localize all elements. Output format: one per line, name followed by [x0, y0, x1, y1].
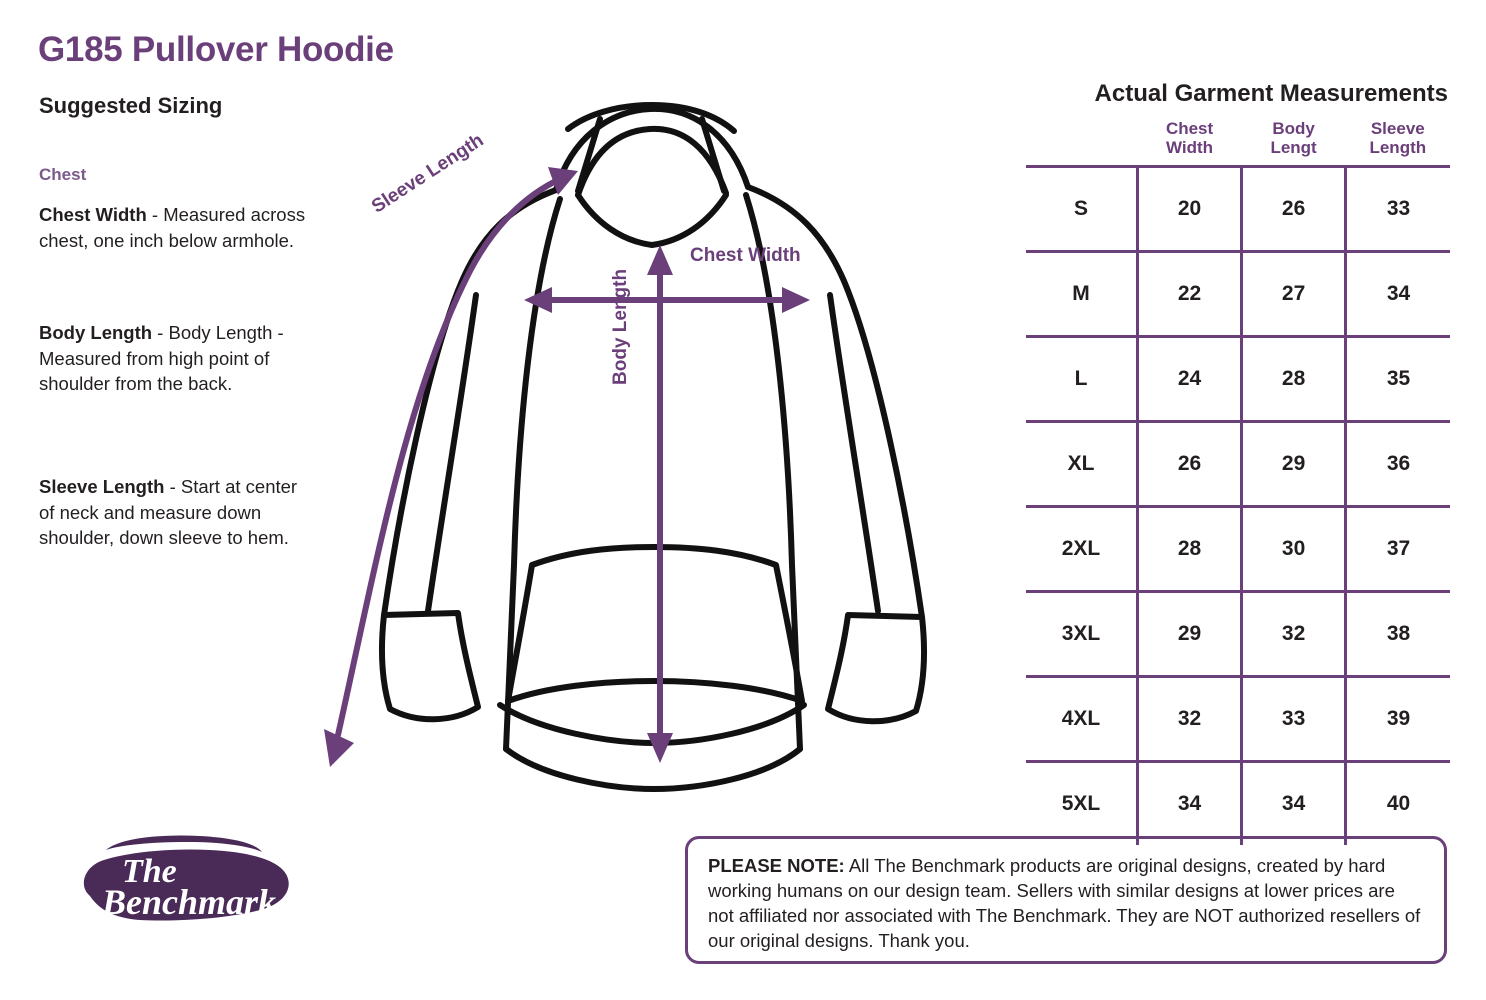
cell-size: 3XL: [1026, 592, 1138, 677]
definition-text: - Body Length - Measured from high point of shoulder from the back.: [39, 322, 284, 395]
cell-body-length: 30: [1242, 507, 1346, 592]
cell-size: M: [1026, 252, 1138, 337]
column-header-body-length: [1242, 118, 1346, 167]
cell-chest-width: 34: [1138, 762, 1242, 846]
logo-line1: The: [122, 853, 177, 890]
cell-size: L: [1026, 337, 1138, 422]
label-body-length: Body Length: [610, 268, 631, 385]
table-row: [1026, 337, 1450, 422]
cell-sleeve-length: 34: [1346, 252, 1450, 337]
table-header-row: [1026, 118, 1450, 167]
cell-chest-width: 26: [1138, 422, 1242, 507]
cell-body-length: 34: [1242, 762, 1346, 846]
cell-chest-width: 29: [1138, 592, 1242, 677]
table-row: [1026, 592, 1450, 677]
column-header-sleeve-length: [1346, 118, 1450, 167]
column-header-chest-width: [1138, 118, 1242, 167]
please-note-box: [685, 836, 1447, 964]
column-header-line1: Body: [1272, 119, 1315, 138]
cell-size: 4XL: [1026, 677, 1138, 762]
cell-body-length: 27: [1242, 252, 1346, 337]
definition-text: - Measured across chest, one inch below armhole.: [39, 204, 306, 251]
cell-body-length: 26: [1242, 167, 1346, 252]
column-header-line1: Sleeve: [1370, 119, 1425, 138]
definition-term: Chest Width: [39, 204, 147, 225]
please-note-label: PLEASE NOTE:: [708, 855, 845, 876]
definition-term: Sleeve Length: [39, 476, 165, 497]
cell-size: XL: [1026, 422, 1138, 507]
column-header-line2: Length: [1369, 138, 1427, 158]
cell-sleeve-length: 37: [1346, 507, 1450, 592]
table-row: [1026, 167, 1450, 252]
cell-body-length: 28: [1242, 337, 1346, 422]
definition-term: Body Length: [39, 322, 153, 343]
page-title: G185 Pullover Hoodie: [38, 30, 394, 69]
definition-text: - Start at center of neck and measure down shoulder, down sleeve to hem.: [39, 476, 298, 549]
cell-size: 5XL: [1026, 762, 1138, 846]
suggested-sizing-heading: Suggested Sizing: [39, 93, 223, 118]
table-row: [1026, 677, 1450, 762]
cell-sleeve-length: 35: [1346, 337, 1450, 422]
hoodie-illustration: [310, 95, 1000, 815]
cell-sleeve-length: 39: [1346, 677, 1450, 762]
table-row: [1026, 252, 1450, 337]
chest-section-label: Chest: [39, 165, 87, 184]
column-header-line2: Lengt: [1270, 138, 1317, 158]
definition-body-length: [39, 320, 307, 397]
definition-chest-width: [39, 202, 307, 253]
cell-body-length: 32: [1242, 592, 1346, 677]
label-chest-width: Chest Width: [690, 245, 801, 266]
column-header-line1: Chest: [1165, 119, 1214, 138]
table-corner-cell: [1026, 118, 1138, 167]
table-row: [1026, 762, 1450, 846]
cell-sleeve-length: 38: [1346, 592, 1450, 677]
cell-sleeve-length: 33: [1346, 167, 1450, 252]
cell-size: S: [1026, 167, 1138, 252]
logo-line2: Benchmark: [102, 882, 277, 922]
cell-body-length: 33: [1242, 677, 1346, 762]
table-row: [1026, 507, 1450, 592]
label-sleeve-length: Sleeve Length: [368, 129, 488, 218]
measurements-title: Actual Garment Measurements: [1094, 80, 1448, 107]
measurements-table: [1026, 118, 1450, 845]
cell-chest-width: 28: [1138, 507, 1242, 592]
cell-chest-width: 24: [1138, 337, 1242, 422]
definition-sleeve-length: [39, 474, 307, 551]
cell-chest-width: 22: [1138, 252, 1242, 337]
brand-logo: [60, 830, 300, 960]
cell-body-length: 29: [1242, 422, 1346, 507]
cell-sleeve-length: 40: [1386, 792, 1411, 816]
cell-sleeve-length: 36: [1346, 422, 1450, 507]
column-header-line2: Width: [1166, 138, 1214, 158]
please-note-text: All The Benchmark products are original designs, created by hard working humans on our design team. Sellers with similar designs at lower prices are not affiliated nor associated with The Benchmark. They are NOT authorized resellers of our original designs. Thank you.: [708, 855, 1421, 952]
cell-size: 2XL: [1026, 507, 1138, 592]
cell-chest-width: 32: [1138, 677, 1242, 762]
table-row: [1026, 422, 1450, 507]
cell-chest-width: 20: [1138, 167, 1242, 252]
